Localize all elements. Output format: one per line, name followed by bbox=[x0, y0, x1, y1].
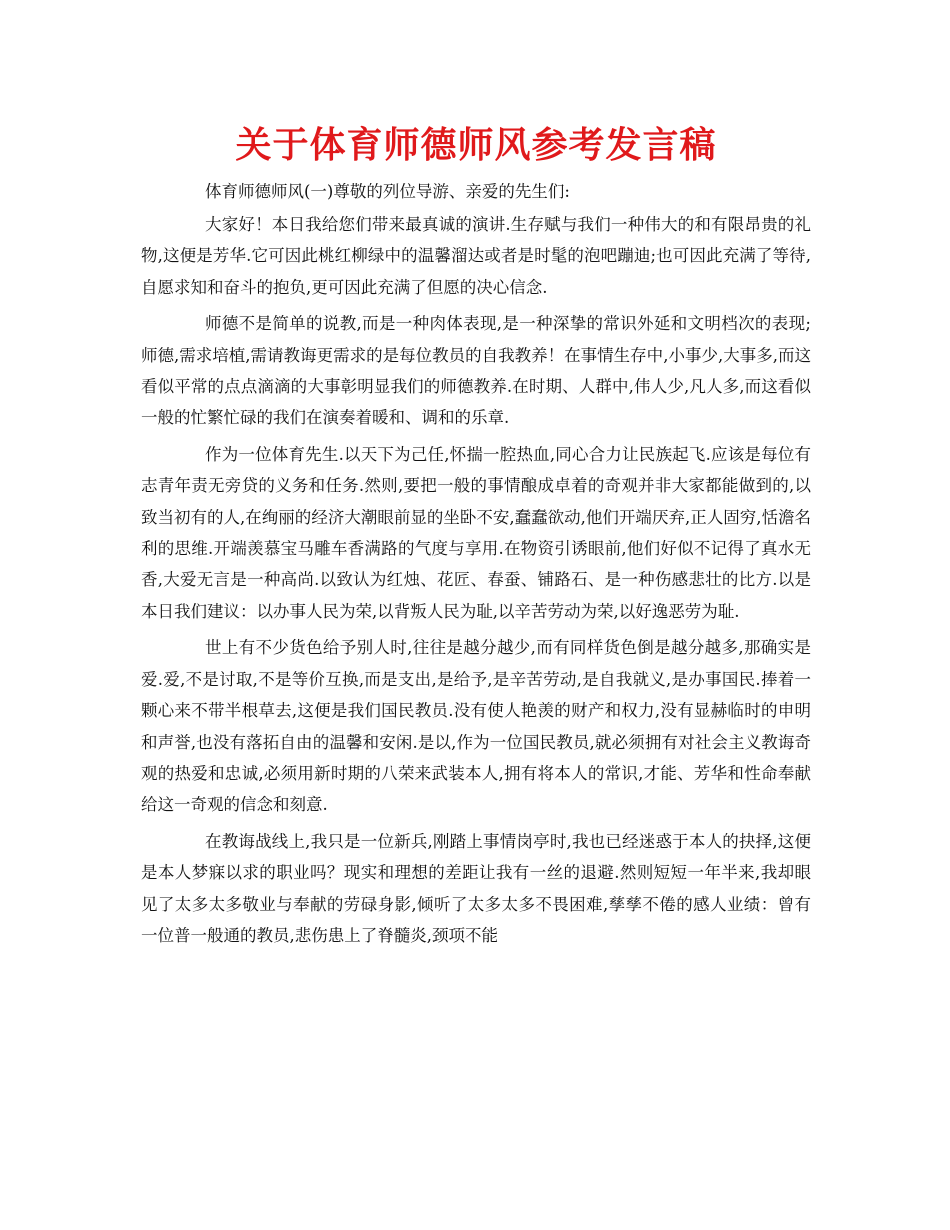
document-page bbox=[141, 118, 811, 956]
paragraph-1: 大家好！本日我给您们带来最真诚的演讲.生存赋与我们一种伟大的和有限昂贵的礼物,这便是芳华.它可因此桃红柳绿中的温馨溜达或者是时髦的泡吧蹦迪;也可因此充满了等待,自愿求知和奋斗的抱负,更可因此充满了但愿的决心信念. bbox=[141, 215, 811, 297]
paragraph-5: 在教诲战线上,我只是一位新兵,刚踏上事情岗亭时,我也已经迷惑于本人的抉择,这便是本人梦寐以求的职业吗？现实和理想的差距让我有一丝的退避.然则短短一年半来,我却眼见了太多太多敬业与奉献的劳碌身影,倾听了太多太多不畏困难,孳孳不倦的感人业绩：曾有一位普一般通的教员,悲伤患上了脊髓炎,颈项不能 bbox=[141, 831, 811, 945]
document-title: 关于体育师德师风参考发言稿 bbox=[235, 125, 717, 166]
paragraph-4: 世上有不少货色给予别人时,往往是越分越少,而有同样货色倒是越分越多,那确实是爱.爱,不是讨取,不是等价互换,而是支出,是给予,是辛苦劳动,是自我就义,是办事国民.捧着一颗心来不带半根草去,这便是我们国民教员.没有使人艳羡的财产和权力,没有显赫临时的申明和声誉,也没有落拓自由的温馨和安闲.是以,作为一位国民教员,就必须拥有对社会主义教诲奇观的热爱和忠诚,必须用新时期的八荣来武装本人,拥有将本人的常识,才能、芳华和性命奉献给这一奇观的信念和刻意. bbox=[141, 638, 811, 815]
paragraph-3: 作为一位体育先生.以天下为己任,怀揣一腔热血,同心合力让民族起飞.应该是每位有志青年责无旁贷的义务和任务.然则,要把一般的事情酿成卓着的奇观并非大家都能做到的,以致当初有的人,在绚丽的经济大潮眼前显的坐卧不安,蠢蠢欲动,他们开端厌弃,正人固穷,恬澹名利的思维.开端羡慕宝马雕车香满路的气度与享用.在物资引诱眼前,他们好似不记得了真水无香,大爱无言是一种高尚.以致认为红烛、花匠、春蚕、铺路石、是一种伤感悲壮的比方.以是本日我们建议：以办事人民为荣,以背叛人民为耻,以辛苦劳动为荣,以好逸恶劳为耻. bbox=[141, 444, 811, 621]
paragraph-2: 师德不是简单的说教,而是一种肉体表现,是一种深挚的常识外延和文明档次的表现;师德,需求培植,需请教诲更需求的是每位教员的自我教养！在事情生存中,小事少,大事多,而这看似平常的点点滴滴的大事彰明显我们的师德教养.在时期、人群中,伟人少,凡人多,而这看似一般的忙繁忙碌的我们在演奏着暖和、调和的乐章. bbox=[141, 314, 811, 428]
greeting-line: 体育师德师风(一)尊敬的列位导游、亲爱的先生们: bbox=[205, 182, 570, 201]
